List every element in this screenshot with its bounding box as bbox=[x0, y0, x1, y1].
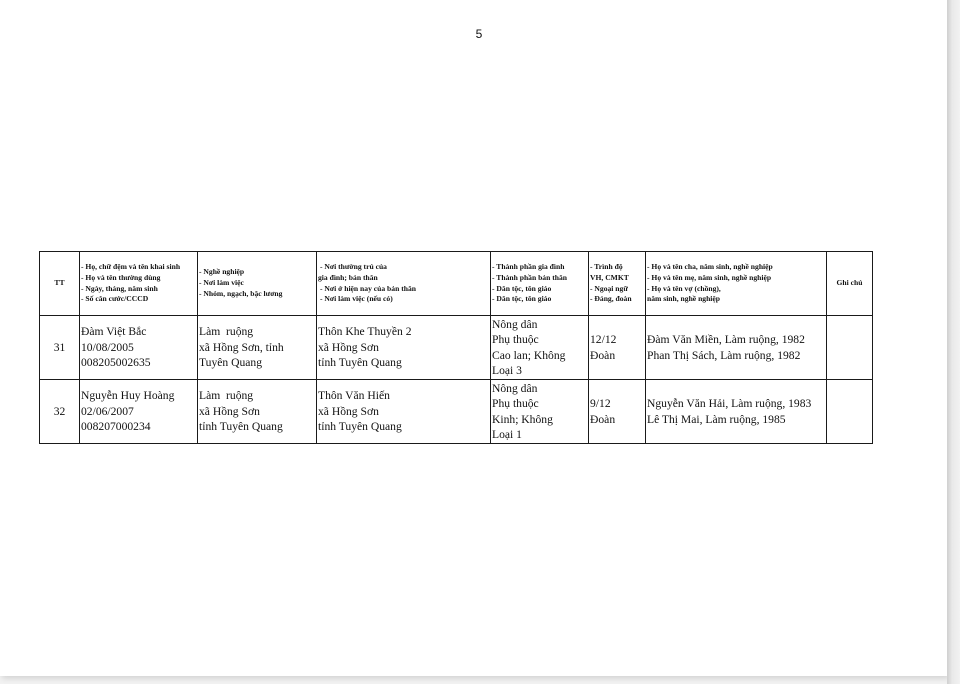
cell-line: Thôn Văn Hiến bbox=[318, 389, 390, 403]
cell-line: Cao lan; Không bbox=[492, 348, 566, 362]
row-tt: 32 bbox=[40, 380, 80, 444]
header-identity bbox=[80, 252, 198, 316]
header-family bbox=[646, 252, 827, 316]
cell-line: Thôn Khe Thuyền 2 bbox=[318, 325, 412, 339]
cell-line: tỉnh Tuyên Quang bbox=[199, 420, 283, 434]
row-origin bbox=[491, 380, 589, 444]
header-education-line: VH, CMKT bbox=[590, 272, 629, 282]
page-edge-shadow bbox=[947, 0, 960, 684]
cell-line: Phụ thuộc bbox=[492, 333, 539, 347]
header-residence bbox=[317, 252, 491, 316]
cell-line: Lê Thị Mai, Làm ruộng, 1985 bbox=[647, 412, 786, 426]
header-residence-line: - Nơi làm việc (nếu có) bbox=[320, 294, 393, 304]
header-origin-line: - Dân tộc, tôn giáo bbox=[492, 294, 552, 304]
header-origin-line: - Thành phần bản thân bbox=[492, 272, 567, 282]
row-education bbox=[589, 316, 646, 380]
cell-line: 008207000234 bbox=[81, 420, 151, 434]
cell-line: xã Hồng Sơn bbox=[318, 404, 379, 418]
cell-line: Loại 1 bbox=[492, 427, 522, 441]
header-origin-line: - Thành phần gia đình bbox=[492, 261, 565, 271]
cell-line: Loại 3 bbox=[492, 363, 522, 377]
cell-line: 9/12 bbox=[590, 397, 611, 411]
header-education bbox=[589, 252, 646, 316]
table-row bbox=[40, 380, 873, 444]
header-identity-line: - Họ và tên thường dùng bbox=[81, 272, 161, 282]
cell-line: Làm ruộng bbox=[199, 389, 254, 403]
header-identity-line: - Họ, chữ đệm và tên khai sinh bbox=[81, 261, 181, 271]
header-education-line: - Trình độ bbox=[590, 261, 623, 271]
cell-line: xã Hồng Sơn, tỉnh bbox=[199, 340, 284, 354]
cell-line: 12/12 bbox=[590, 333, 617, 347]
cell-line: xã Hồng Sơn bbox=[318, 340, 379, 354]
cell-line: Làm ruộng bbox=[199, 325, 254, 339]
cell-line: Nguyễn Văn Hải, Làm ruộng, 1983 bbox=[647, 397, 812, 411]
cell-line: Đàm Việt Bắc bbox=[81, 325, 147, 339]
cell-line: tỉnh Tuyên Quang bbox=[318, 420, 402, 434]
cell-line: Đoàn bbox=[590, 348, 616, 362]
table-header-row bbox=[40, 252, 873, 316]
cell-line: 10/08/2005 bbox=[81, 340, 134, 354]
row-origin bbox=[491, 316, 589, 380]
cell-line: Phan Thị Sách, Làm ruộng, 1982 bbox=[647, 348, 801, 362]
cell-line: Kinh; Không bbox=[492, 412, 553, 426]
header-origin bbox=[491, 252, 589, 316]
cell-line: xã Hồng Sơn bbox=[199, 404, 260, 418]
header-education-line: - Đảng, đoàn bbox=[590, 294, 632, 304]
header-job bbox=[198, 252, 317, 316]
header-identity-line: - Ngày, tháng, năm sinh bbox=[81, 283, 158, 293]
header-education-line: - Ngoại ngữ bbox=[590, 283, 628, 293]
row-note bbox=[827, 316, 873, 380]
header-residence-line: gia đình; bản thân bbox=[318, 272, 378, 282]
header-residence-line: - Nơi thường trú của bbox=[320, 261, 387, 271]
header-family-line: - Họ và tên cha, năm sinh, nghề nghiệp bbox=[647, 261, 773, 271]
row-residence bbox=[317, 316, 491, 380]
header-family-line: năm sinh, nghề nghiệp bbox=[647, 294, 721, 304]
cell-line: Nguyễn Huy Hoàng bbox=[81, 389, 175, 403]
cell-line: Nông dân bbox=[492, 317, 538, 331]
header-identity-line: - Số căn cước/CCCD bbox=[81, 294, 149, 304]
table-row bbox=[40, 316, 873, 380]
cell-line: Tuyên Quang bbox=[199, 356, 263, 370]
row-family bbox=[646, 380, 827, 444]
cell-line: Đàm Văn Miền, Làm ruộng, 1982 bbox=[647, 333, 805, 347]
cell-line: Đoàn bbox=[590, 412, 616, 426]
page-number: 5 bbox=[475, 27, 483, 41]
header-family-line: - Họ và tên mẹ, năm sinh, nghề nghiệp bbox=[647, 272, 772, 282]
cell-line: 008205002635 bbox=[81, 356, 151, 370]
row-tt: 31 bbox=[40, 316, 80, 380]
header-job-line: - Nhóm, ngạch, bậc lương bbox=[199, 288, 283, 298]
row-note bbox=[827, 380, 873, 444]
header-note: Ghi chú bbox=[827, 252, 873, 316]
header-family-line: - Họ và tên vợ (chồng), bbox=[647, 283, 721, 293]
cell-line: 02/06/2007 bbox=[81, 404, 134, 418]
row-residence bbox=[317, 380, 491, 444]
cell-line: Nông dân bbox=[492, 381, 538, 395]
header-origin-line: - Dân tộc, tôn giáo bbox=[492, 283, 552, 293]
cell-line: tỉnh Tuyên Quang bbox=[318, 356, 402, 370]
row-job bbox=[198, 380, 317, 444]
row-identity bbox=[80, 380, 198, 444]
header-job-line: - Nơi làm việc bbox=[199, 278, 244, 288]
header-job-line: - Nghề nghiệp bbox=[199, 267, 245, 277]
row-job bbox=[198, 316, 317, 380]
row-identity bbox=[80, 316, 198, 380]
personnel-table bbox=[39, 251, 873, 444]
header-residence-line: - Nơi ở hiện nay của bản thân bbox=[320, 283, 416, 293]
row-education bbox=[589, 380, 646, 444]
row-family bbox=[646, 316, 827, 380]
cell-line: Phụ thuộc bbox=[492, 397, 539, 411]
header-tt: TT bbox=[40, 252, 80, 316]
